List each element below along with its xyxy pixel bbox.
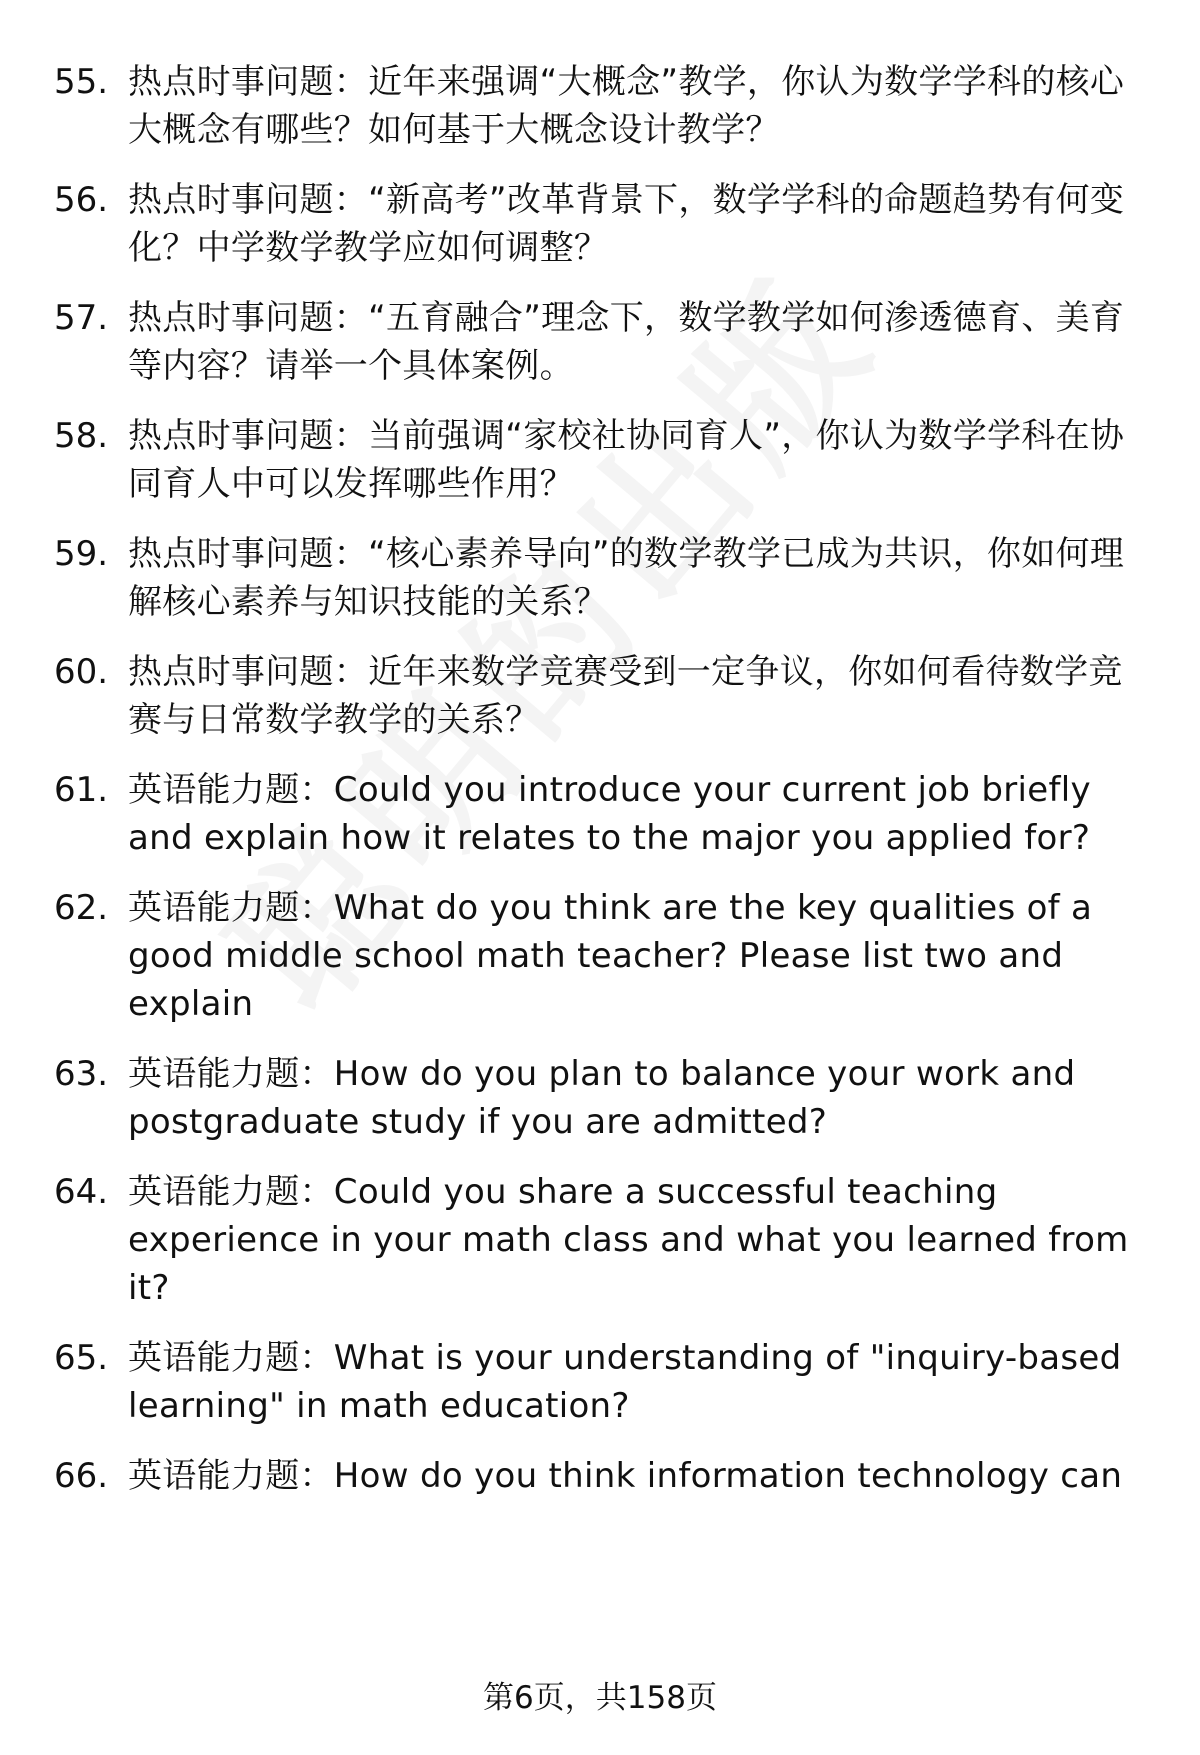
question-number: 59. bbox=[54, 534, 109, 574]
question-number: 58. bbox=[54, 416, 109, 456]
question-text: 英语能力题：How do you think information technology can bbox=[128, 1456, 1123, 1496]
question-item bbox=[0, 766, 1200, 862]
question-text: 英语能力题：How do you plan to balance your work and postgraduate study if you are admitted? bbox=[128, 1054, 1076, 1142]
question-item bbox=[0, 412, 1200, 508]
question-item bbox=[0, 1050, 1200, 1146]
question-list bbox=[0, 58, 1200, 1522]
page-footer-page-number: 第6页，共158页 bbox=[483, 1680, 717, 1716]
question-item bbox=[0, 176, 1200, 272]
question-text: 英语能力题：What do you think are the key qualities of a good middle school math teacher? Please list two and explain bbox=[128, 888, 1093, 1024]
question-item bbox=[0, 884, 1200, 1028]
question-item bbox=[0, 58, 1200, 154]
question-text: 热点时事问题：“新高考”改革背景下，数学学科的命题趋势有何变化？中学数学教学应如何调整？ bbox=[128, 180, 1125, 268]
question-text: 热点时事问题：近年来数学竞赛受到一定争议，你如何看待数学竞赛与日常数学教学的关系？ bbox=[128, 652, 1123, 740]
question-text: 热点时事问题：当前强调“家校社协同育人”，你认为数学学科在协同育人中可以发挥哪些作用？ bbox=[128, 416, 1125, 504]
question-text: 热点时事问题：“五育融合”理念下，数学教学如何渗透德育、美育等内容？请举一个具体案例。 bbox=[128, 298, 1125, 386]
question-item bbox=[0, 294, 1200, 390]
question-number: 64. bbox=[54, 1172, 109, 1212]
question-number: 63. bbox=[54, 1054, 109, 1094]
question-item bbox=[0, 1334, 1200, 1430]
question-item bbox=[0, 1168, 1200, 1312]
question-text: 英语能力题：Could you share a successful teaching experience in your math class and what you learned from it? bbox=[128, 1172, 1129, 1308]
question-item bbox=[0, 530, 1200, 626]
question-text: 英语能力题：What is your understanding of "inquiry-based learning" in math education? bbox=[128, 1338, 1122, 1426]
question-text: 热点时事问题：“核心素养导向”的数学教学已成为共识，你如何理解核心素养与知识技能的关系？ bbox=[128, 534, 1125, 622]
question-number: 56. bbox=[54, 180, 109, 220]
question-number: 66. bbox=[54, 1456, 109, 1496]
question-number: 61. bbox=[54, 770, 109, 810]
question-item bbox=[0, 648, 1200, 744]
question-item bbox=[0, 1452, 1200, 1500]
question-text: 英语能力题：Could you introduce your current job briefly and explain how it relates to the major you applied for? bbox=[128, 770, 1091, 858]
question-number: 62. bbox=[54, 888, 109, 928]
question-text: 热点时事问题：近年来强调“大概念”教学，你认为数学学科的核心大概念有哪些？如何基于大概念设计教学？ bbox=[128, 62, 1125, 150]
question-number: 55. bbox=[54, 62, 109, 102]
question-number: 57. bbox=[54, 298, 109, 338]
question-number: 65. bbox=[54, 1338, 109, 1378]
question-number: 60. bbox=[54, 652, 109, 692]
